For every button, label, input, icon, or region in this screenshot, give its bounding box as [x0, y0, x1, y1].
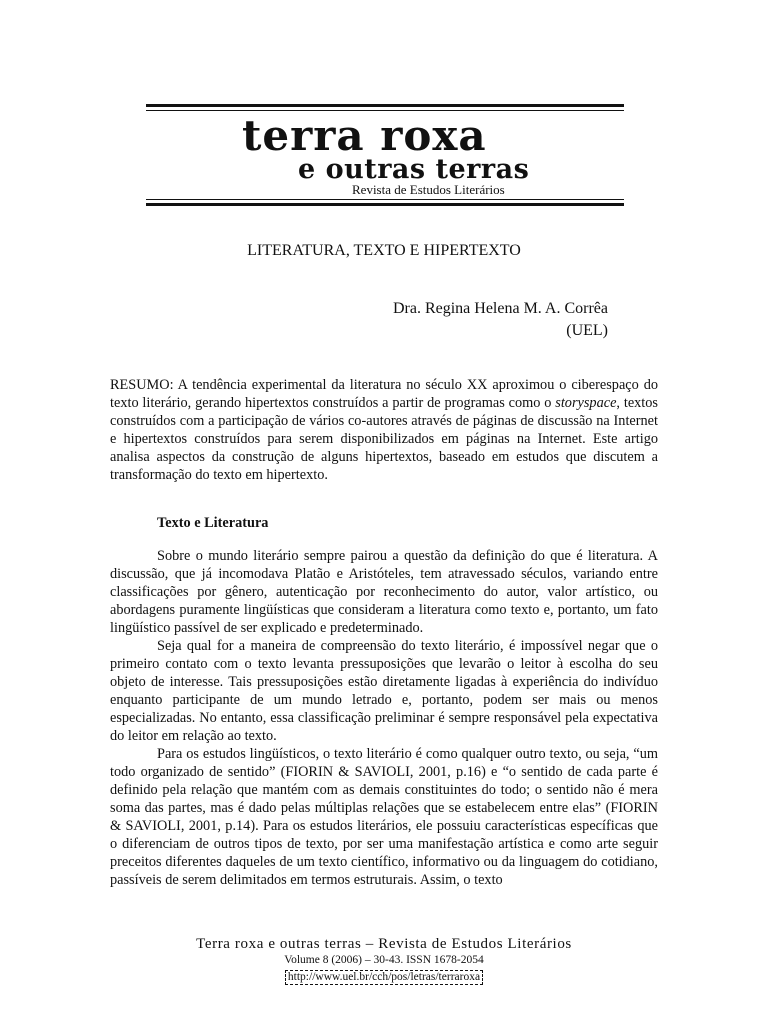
- body-paragraph: Seja qual for a maneira de compreensão do texto literário, é impossível negar que o primeiro contato com o texto levanta pressuposições que levarão o leitor à escolha do seu objeto de interesse. Tais pressuposições estão diretamente ligadas à experiência do indivíduo enquanto participante de um mundo letrado e, portanto, podem ser mais ou menos especializadas. No entanto, essa classificação preliminar é sempre responsável pela expectativa do leitor em relação ao texto.: [110, 638, 658, 744]
- author-name: Dra. Regina Helena M. A. Corrêa: [392, 300, 608, 317]
- section-heading: Texto e Literatura: [157, 515, 269, 531]
- journal-tagline: Revista de Estudos Literários: [352, 182, 505, 197]
- body-paragraph: Sobre o mundo literário sempre pairou a questão da definição do que é literatura. A discussão, que já incomodava Platão e Aristóteles, tem atravessado séculos, variando entre classificações por gênero, autenticação por reconhecimento do autor, valor artístico, ou abordagens puramente lingüísticas que consideram a literatura como texto e, portanto, um fato lingüístico passível de ser explicado e predeterminado.: [110, 548, 658, 636]
- masthead-top-rule: [146, 104, 624, 107]
- journal-logo-subtitle: e outras terras: [298, 154, 530, 185]
- section-body: [110, 547, 658, 889]
- body-paragraph: Para os estudos lingüísticos, o texto literário é como qualquer outro texto, ou seja, “um todo organizado de sentido” (FIORIN & SAVIOLI, 2001, p.16) e “o sentido de cada parte é definido pela relação que mantém com as demais constituintes do todo; o sentido não é mera soma das partes, mas é dado pelas múltiplas relações que se estabelecem entre elas” (FIORIN & SAVIOLI, 2001, p.14). Para os estudos literários, ele possuiu características específicas que o diferenciam de outros tipos de texto, por ser uma manifestação artística e como arte seguir preceitos diferentes daqueles de um texto científico, informativo ou da linguagem do cotidiano, passíveis de serem delimitados em termos estruturais. Assim, o texto: [110, 746, 658, 888]
- footer-volume-info: Volume 8 (2006) – 30-43. ISSN 1678-2054: [284, 954, 484, 966]
- article-title: LITERATURA, TEXTO E HIPERTEXTO: [247, 242, 521, 259]
- abstract-italic-term: storyspace: [555, 395, 617, 411]
- page-footer: [0, 935, 768, 985]
- journal-logo-title: terra roxa: [242, 111, 487, 160]
- abstract-text-end: , textos construídos com a participação de vários co-autores através de páginas de discussão na Internet e hipertextos construídos para serem disponibilizados em páginas na Internet. Este artigo analisa aspectos da construção de alguns hipertextos, baseado em estudos que discutem a transformação do texto em hipertexto.: [110, 395, 658, 483]
- journal-masthead: [146, 104, 624, 208]
- author-block: [393, 298, 608, 342]
- footer-journal-name: Terra roxa e outras terras – Revista de Estudos Literários: [196, 936, 572, 952]
- abstract-text-start: RESUMO: A tendência experimental da literatura no século XX aproximou o ciberespaço do texto literário, gerando hipertextos construídos a partir de programas como o: [110, 377, 658, 411]
- footer-url-link[interactable]: http://www.uel.br/cch/pos/letras/terraroxa: [285, 970, 483, 985]
- masthead-bottom-rule: [146, 203, 624, 206]
- masthead-bottom-thin-rule: [146, 199, 624, 200]
- author-affiliation: (UEL): [566, 322, 608, 339]
- abstract: [110, 376, 658, 484]
